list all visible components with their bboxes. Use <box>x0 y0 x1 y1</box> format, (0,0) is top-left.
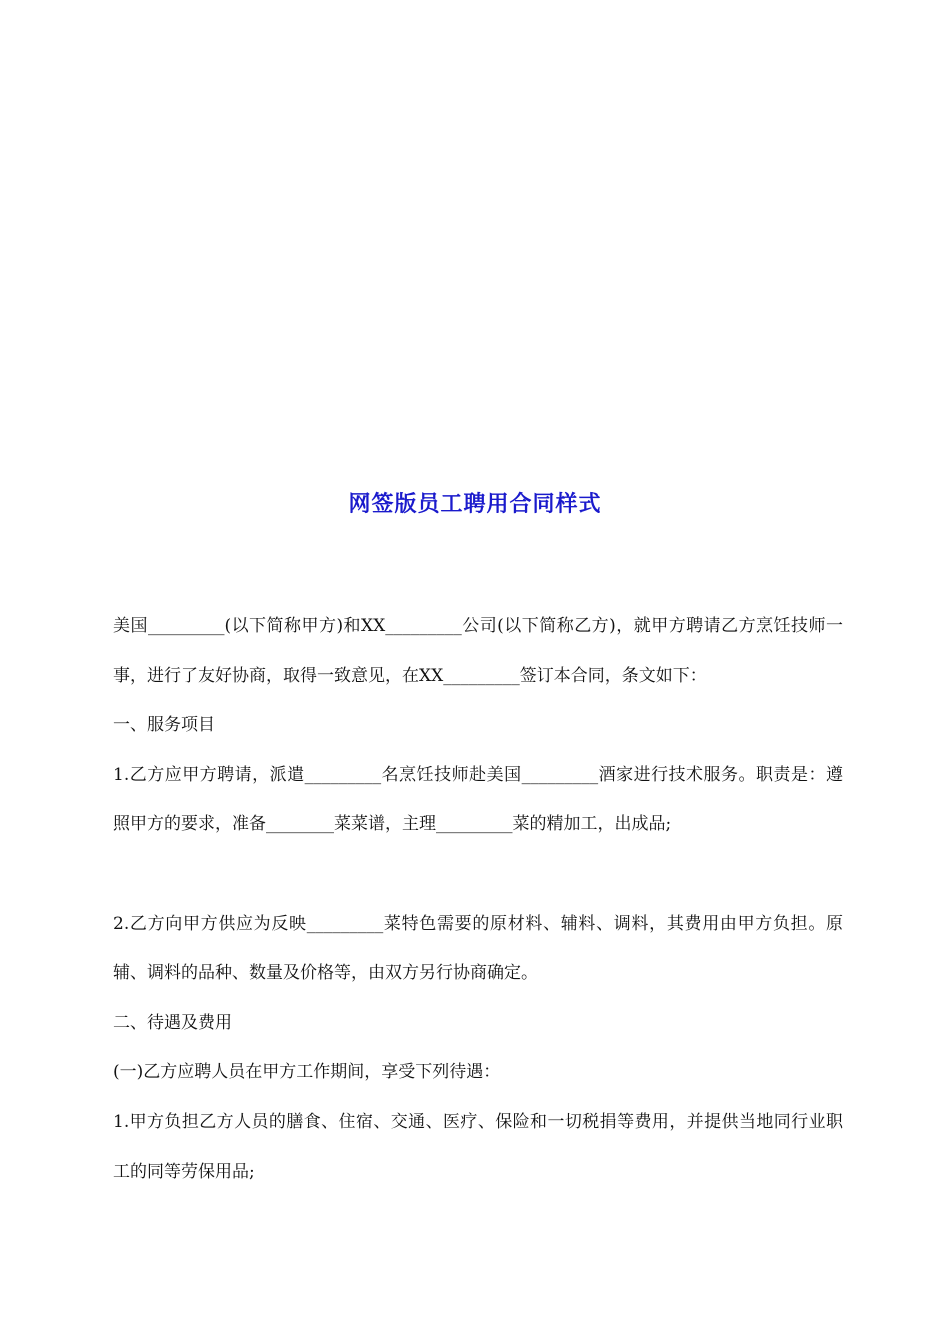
section-heading-service: 一、服务项目 <box>113 715 215 736</box>
document-title: 网签版员工聘用合同样式 <box>348 491 602 517</box>
paragraph-benefits-1: 1.甲方负担乙方人员的膳食、住宿、交通、医疗、保险和一切税捐等费用，并提供当地同行业职工的同等劳保用品; <box>113 1111 843 1182</box>
paragraph-service-2: 2.乙方向甲方供应为反映_________菜特色需要的原材料、辅料、调料，其费用由甲方负担。原辅、调料的品种、数量及价格等，由双方另行协商确定。 <box>113 913 843 984</box>
paragraph-preamble: 美国_________(以下简称甲方)和XX_________公司(以下简称乙方)，就甲方聘请乙方烹饪技师一事，进行了友好协商，取得一致意见，在XX_________签订本合同，条文如下： <box>113 616 843 686</box>
section-heading-benefits: 二、待遇及费用 <box>113 1012 232 1033</box>
document-body <box>113 602 843 1197</box>
paragraph-benefits-intro: (一)乙方应聘人员在甲方工作期间，享受下列待遇： <box>113 1062 501 1083</box>
blank-line <box>113 850 843 900</box>
paragraph-service-1: 1.乙方应甲方聘请，派遣_________名烹饪技师赴美国_________酒家进行技术服务。职责是：遵照甲方的要求，准备________菜菜谱，主理_________菜的精加工，出成品; <box>113 764 843 835</box>
